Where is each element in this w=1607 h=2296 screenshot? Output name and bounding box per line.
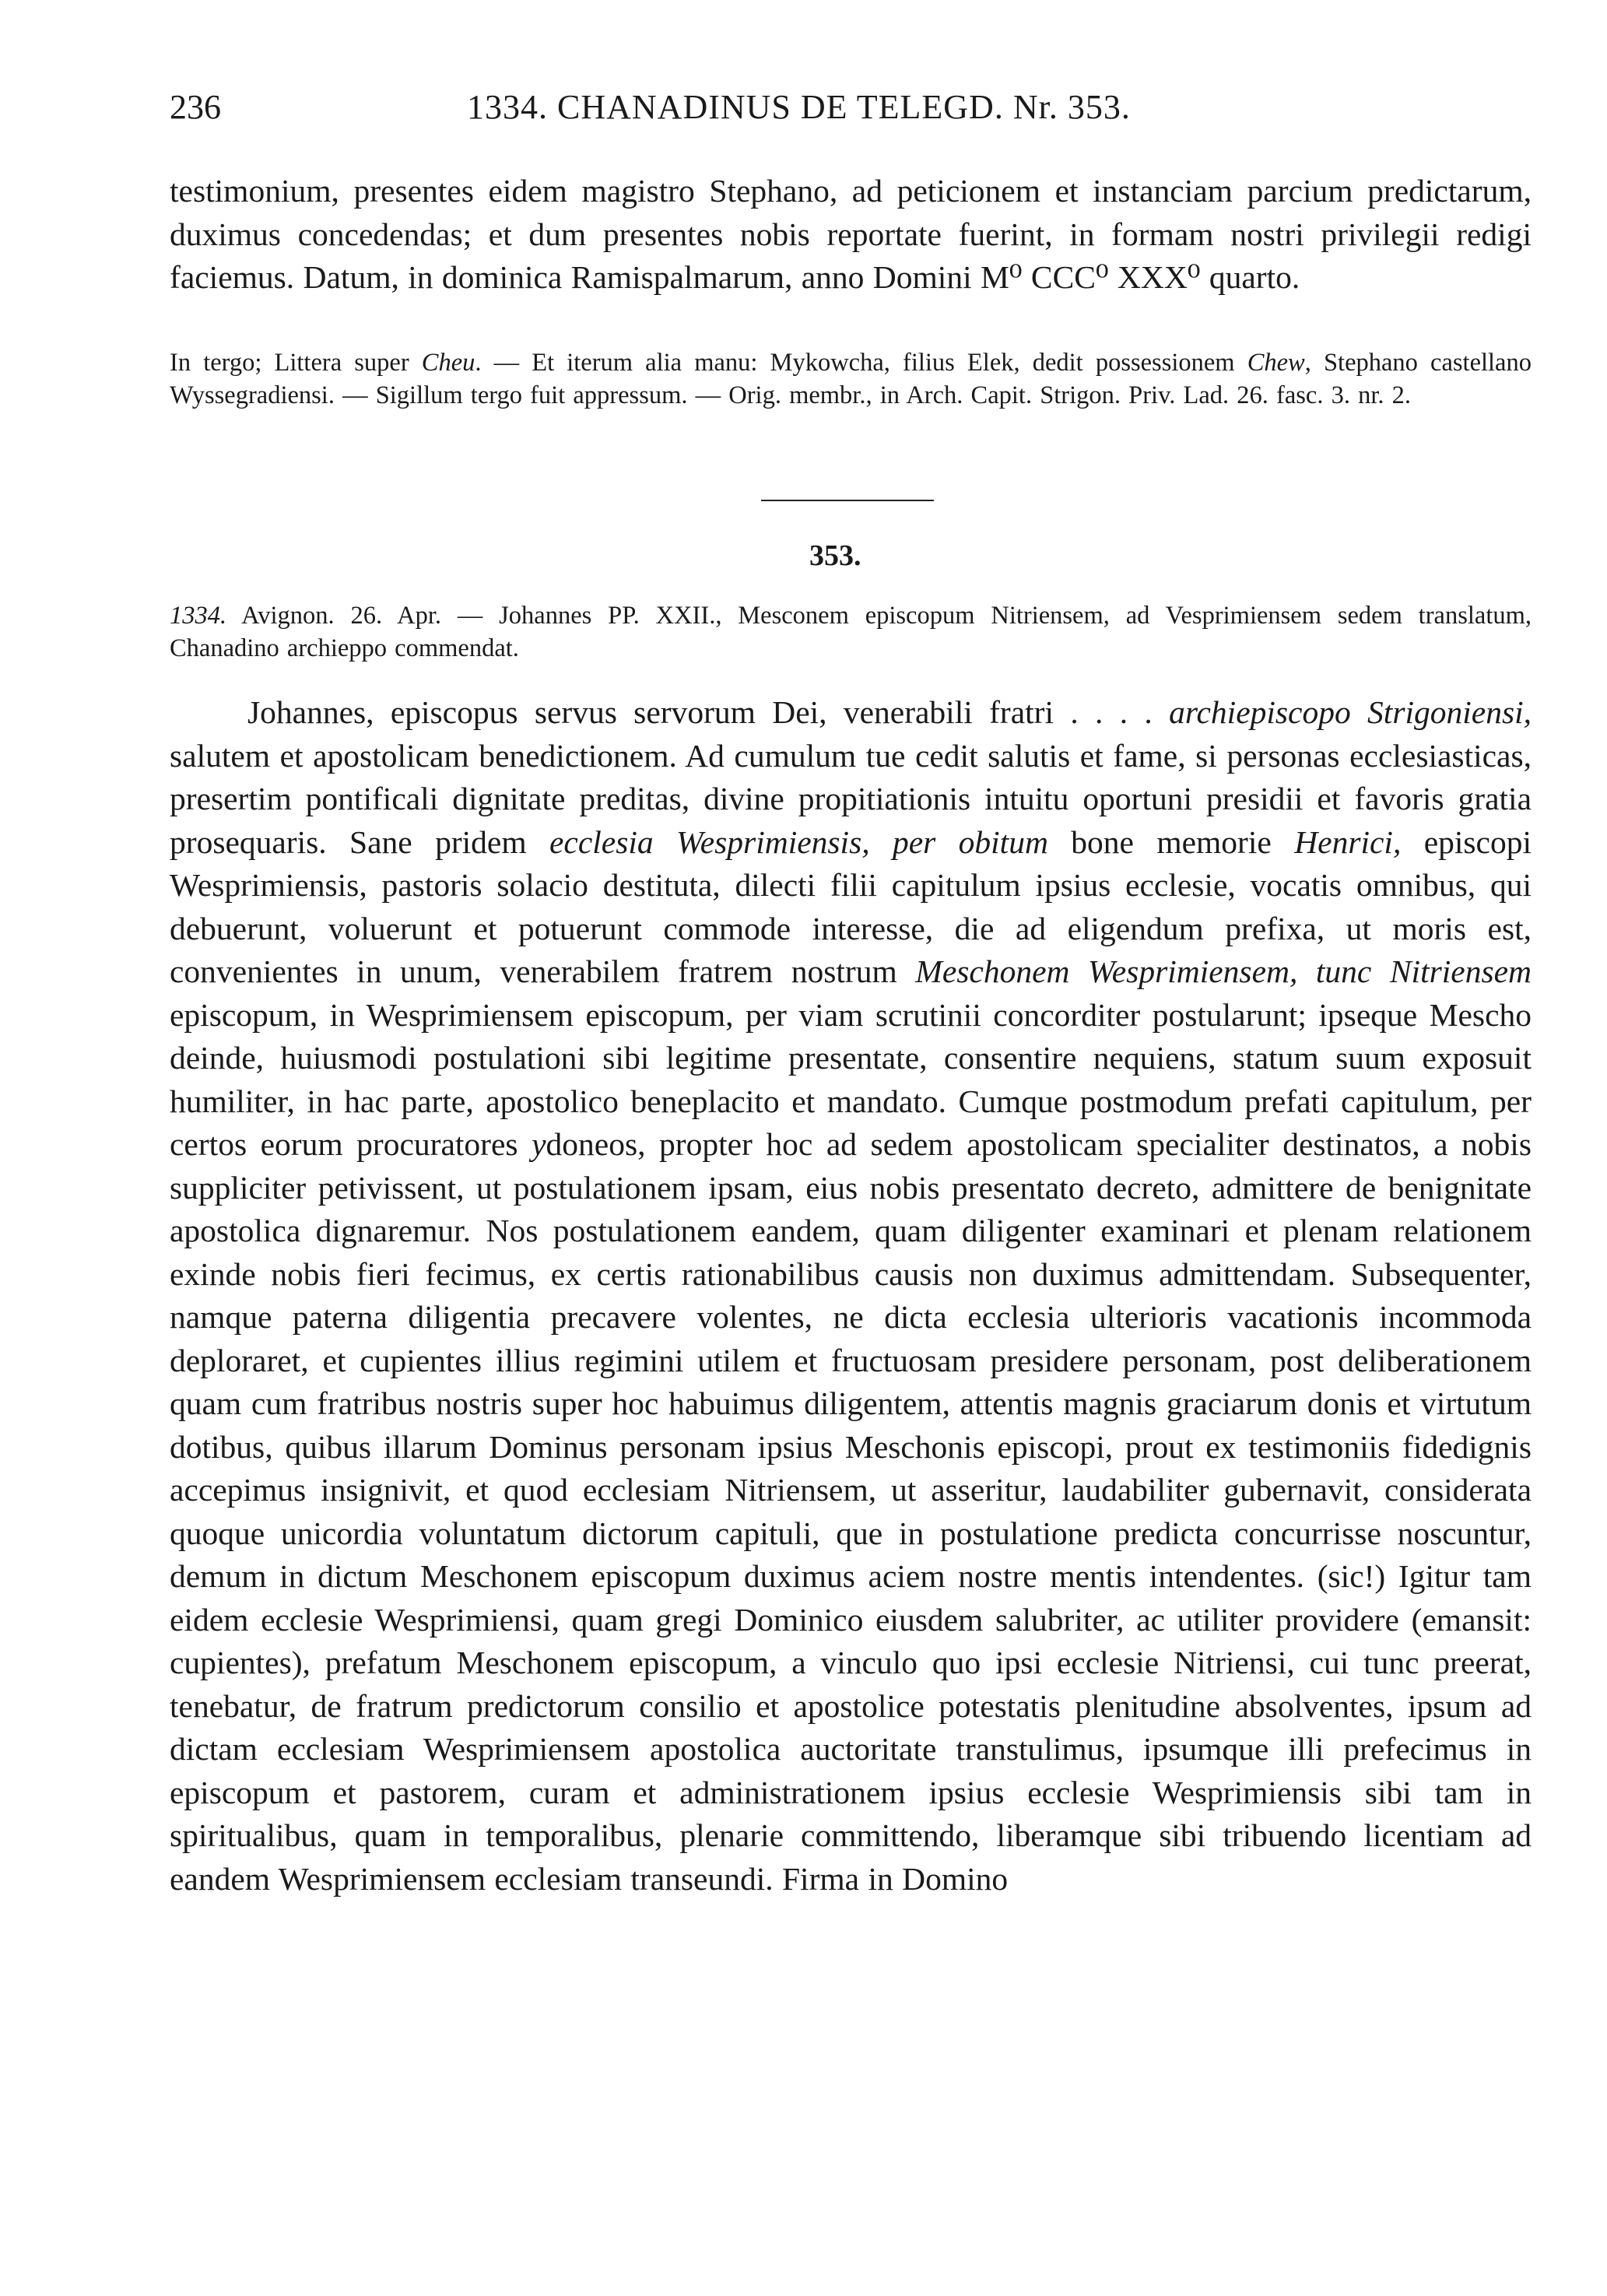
main-italic-1: archiepiscopo Strigoniensi,: [1169, 694, 1532, 730]
archival-note: [170, 346, 1532, 412]
note-italic-cheu: Cheu: [421, 349, 475, 377]
note-text-1: In tergo; Littera super: [170, 349, 422, 377]
main-italic-3: Henrici,: [1294, 823, 1402, 860]
note-text-3: , Stephano castellano Wyssegradiensi. — Sigillum tergo fuit appressum. — Orig. membr., in Arch. Capit. Strigon. Priv. Lad. 26. fasc. 3. nr. 2.: [170, 349, 1532, 409]
note-text-2: . — Et iterum alia manu: Mykowcha, filius Elek, dedit possessionem: [475, 349, 1247, 377]
main-italic-2: ecclesia Wesprimiensis, per obitum: [549, 823, 1048, 860]
main-italic-5: y: [532, 1126, 546, 1162]
running-title: 1334. CHANADINUS DE TELEGD. Nr. 353.: [467, 88, 1131, 126]
main-text-5: episcopum, in Wesprimiensem episcopum, per viam scrutinii concorditer postularunt; ipseque Mescho deinde, huiusmodi postulationi sibi legitime presentate, consentire nequiens, statum suum exposuit humiliter, in hac parte, apostolico beneplacito et mandato. Cumque postmodum prefati capitulum, per certos eorum procuratores: [170, 996, 1532, 1162]
page-number: 236: [170, 88, 221, 126]
charter-text: [170, 691, 1532, 1901]
continuation-paragraph: testimonium, presentes eidem magistro Stephano, ad peticionem et instanciam parcium predictarum, duximus concedendas; et dum presentes nobis reportate fuerint, in formam nostri privilegii redigi faciemus. Datum, in dominica Ramispalmarum, anno Domini M⁰ CCC⁰ XXX⁰ quarto.: [170, 173, 1532, 295]
regest-date: 1334.: [170, 602, 227, 630]
main-text-1: Johannes, episcopus servus servorum Dei, venerabili fratri . . . .: [247, 694, 1170, 730]
regest-summary: [170, 599, 1532, 665]
main-text-2: salutem et apostolicam benedictionem. Ad cumulum tue cedit salutis et fame, si personas ecclesiasticas, presertim pontificali dignitate preditas, divine propitiationis intuitu oportuni presidii et favoris gratia prosequaris. Sane pridem: [170, 737, 1532, 860]
main-text-6: doneos, propter hoc ad sedem apostolicam specialiter destinatos, a nobis suppliciter petivissent, ut postulationem ipsam, eius nobis presentato decreto, admittere de benignitate apostolica dignaremur. Nos postulationem eandem, quam diligenter examinari et plenam relationem exinde nobis fieri fecimus, ex certis rationabilibus causis non duximus admittendam. Subsequenter, namque paterna diligentia precavere volentes, ne dicta ecclesia ulterioris vacationis incommoda deploraret, et cupientes illius regimini utilem et fructuosam presidere personam, post deliberationem quam cum fratribus nostris super hoc habuimus diligentem, attentis magnis graciarum donis et virtutum dotibus, quibus illarum Dominus personam ipsius Meschonis episcopi, prout ex testimoniis fidedignis accepimus insignivit, et quod ecclesiam Nitriensem, ut asseritur, laudabiliter gubernavit, considerata quoque unicordia voluntatum dictorum capituli, que in postulatione predicta concurrisse noscuntur, demum in dictum Meschonem episcopum duximus aciem nostre mentis intendentes. (sic!) Igitur tam eidem ecclesie Wesprimiensi, quam gregi Dominico eiusdem salubriter, ac utiliter providere (emansit: cupientes), prefatum Meschonem episcopum, a vinculo quo ipsi ecclesie Nitriensi, cui tunc preerat, tenebatur, de fratrum predictorum consilio et apostolice potestatis plenitudine absolventes, ipsum ad dictam ecclesiam Wesprimiensem apostolica auctoritate transtulimus, ipsumque illi prefecimus in episcopum et pastorem, curam et administrationem ipsius ecclesie Wesprimiensis sibi tam in spiritualibus, quam in temporalibus, plenarie committendo, liberamque sibi tribuendo licentiam ad eandem Wesprimiensem ecclesiam transeundi. Firma in Domino: [170, 1126, 1532, 1897]
page-header: [170, 84, 1532, 131]
main-text-3: bone memorie: [1047, 823, 1295, 860]
document-number: 353.: [809, 539, 861, 572]
main-italic-4: Meschonem Wesprimiensem, tunc Nitriensem: [915, 953, 1532, 989]
regest-text: Avignon. 26. Apr. — Johannes PP. XXII., Mesconem episcopum Nitriensem, ad Vesprimiensem sedem translatum, Chanadino archieppo commendat.: [170, 602, 1532, 662]
main-text-4: episcopi Wesprimiensis, pastoris solacio destituta, dilecti filii capitulum ipsius ecclesie, vocatis omnibus, qui debuerunt, voluerunt et potuerunt commode interesse, die ad eligendum prefixa, ut moris est, convenientes in unum, venerabilem fratrem nostrum: [170, 823, 1532, 989]
section-divider: [761, 500, 934, 501]
note-italic-chew: Chew: [1247, 349, 1305, 377]
